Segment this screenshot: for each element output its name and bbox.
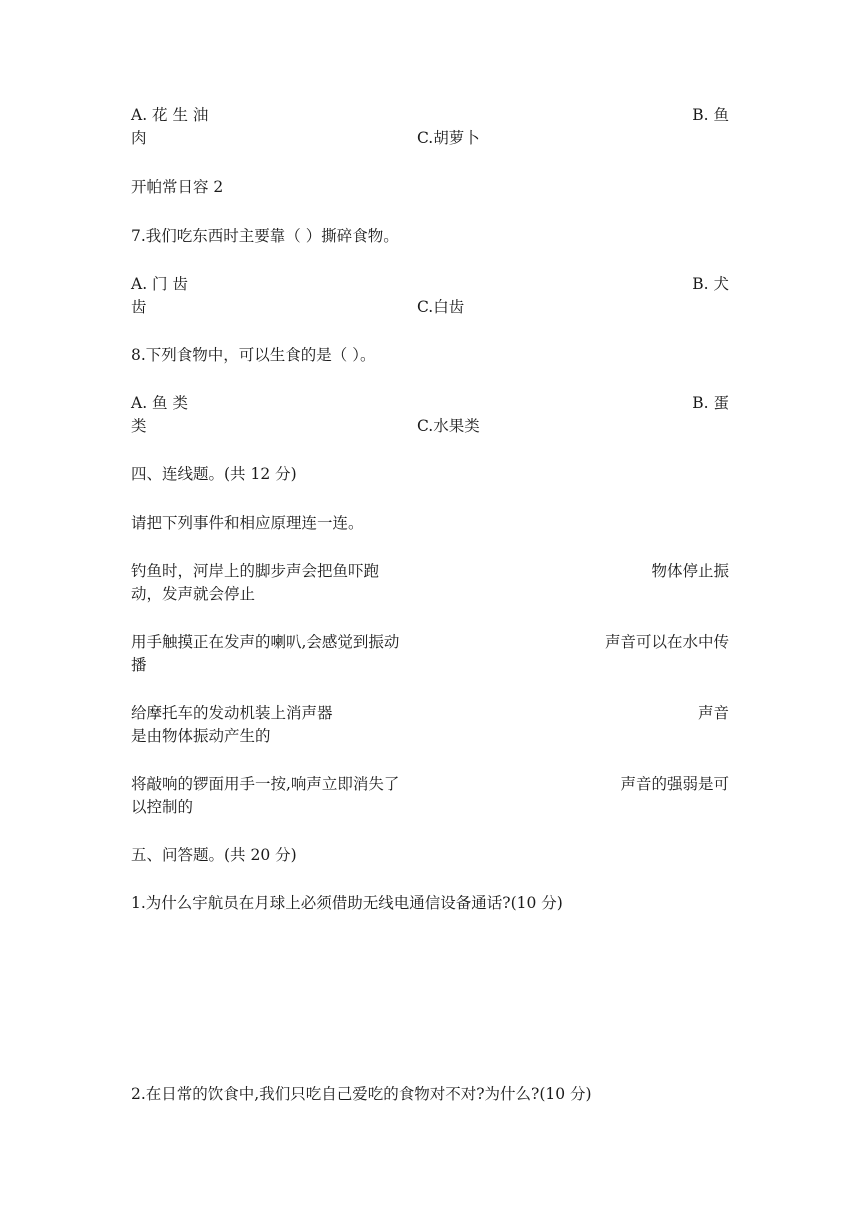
- q8-question: 8.下列食物中，可以生食的是（ ）。: [131, 346, 376, 364]
- q8-option-c: C.水果类: [417, 417, 480, 435]
- q7-question: 7.我们吃东西时主要靠（ ）撕碎食物。: [131, 227, 399, 245]
- section4-instruction: 请把下列事件和相应原理连一连。: [131, 514, 364, 532]
- q7-option-a: A. 门 齿: [131, 275, 188, 293]
- match-principle-4: 声音的强弱是可: [620, 775, 729, 793]
- section5-title: 五、问答题。(共 20 分): [131, 846, 297, 864]
- match-principle-3-continued: 是由物体振动产生的: [131, 727, 271, 745]
- q7-option-b-continued: 齿: [131, 298, 147, 316]
- stray-text: 开帕常日容 2: [131, 178, 224, 196]
- match-event-3: 给摩托车的发动机装上消声器: [131, 704, 333, 722]
- match-event-4: 将敲响的锣面用手一按,响声立即消失了: [131, 775, 400, 793]
- match-event-2: 用手触摸正在发声的喇叭,会感觉到振动: [131, 633, 400, 651]
- section4-title: 四、连线题。(共 12 分): [131, 465, 297, 483]
- section5-question-2: 2.在日常的饮食中,我们只吃自己爱吃的食物对不对?为什么?(10 分): [131, 1085, 592, 1103]
- q6-option-b: B. 鱼: [692, 106, 729, 124]
- q7-option-b: B. 犬: [692, 275, 729, 293]
- match-principle-3: 声音: [697, 704, 729, 722]
- match-principle-1-continued: 动，发声就会停止: [131, 585, 256, 603]
- match-principle-1: 物体停止振: [651, 562, 729, 580]
- match-principle-4-continued: 以控制的: [131, 798, 194, 816]
- match-principle-2-continued: 播: [131, 656, 147, 674]
- match-event-1: 钓鱼时，河岸上的脚步声会把鱼吓跑: [131, 562, 380, 580]
- q6-option-a: A. 花 生 油: [131, 106, 209, 124]
- q7-option-c: C.白齿: [417, 298, 465, 316]
- q8-option-b: B. 蛋: [692, 394, 729, 412]
- q8-option-b-continued: 类: [131, 417, 147, 435]
- q6-option-b-continued: 肉: [131, 129, 147, 147]
- section5-question-1: 1.为什么宇航员在月球上必须借助无线电通信设备通话?(10 分): [131, 894, 563, 912]
- q8-option-a: A. 鱼 类: [131, 394, 188, 412]
- q6-option-c: C.胡萝卜: [417, 129, 480, 147]
- match-principle-2: 声音可以在水中传: [604, 633, 729, 651]
